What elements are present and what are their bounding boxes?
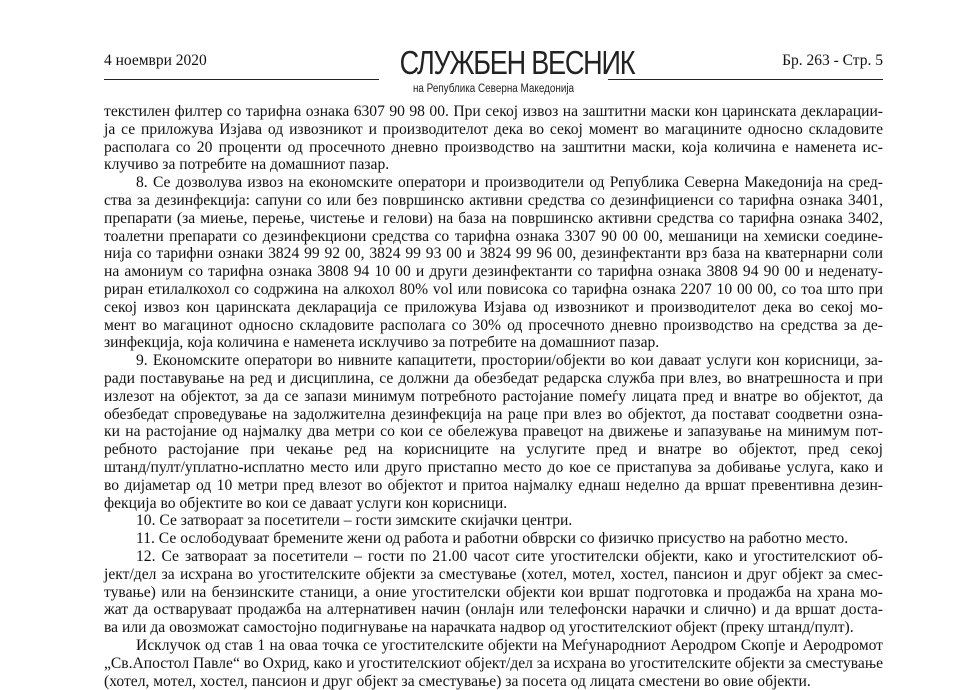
text-line: тување) или на бензинските станици, а оние угостителски објекти кои вршат подготовка и продажба на храна мо- [104,584,883,602]
text-line: Исклучок од став 1 на оваа точка се угостителските објекти на Меѓународниот Аеродром Скопје и Аеродромот [104,637,883,655]
text-line: жат да остваруваат продажба на алтернативен начин (онлајн или телефонски нарачки и слично) и да вршат доста- [104,601,883,619]
text-line: ства за дезинфекција: сапуни со или без површинско активни средства со дезинфициенси со тарифна ознака 3401, [104,192,883,210]
text-line: ва или да овозможат самостојно подигнување на нарачката надвор од угостителскиот објект (преку штанд/пулт). [104,619,883,637]
text-line: ребното растојание при чекање ред на корисниците на услугите пред и внатре во објектот, пред секој [104,441,883,459]
text-line: штанд/пулт/уплатно-исплатно место или друго пристапно место до кое се пристапува за добивање услуга, како и [104,459,883,477]
text-line: располага со 20 проценти од просечното дневно производство на заштитни маски, која количина е наменета ис- [104,139,883,157]
text-line: 10. Се затвораат за посетители – гости зимските скијачки центри. [104,512,883,530]
document-body [104,103,883,690]
text-line: 11. Се ослободуваат бремените жени од работа и работни обврски со физичко присуство на работно место. [104,530,883,548]
text-line: во дијаметар од 10 метри пред влезот во објектот и притоа најмалку еднаш неделно да вршат превентивна дезин- [104,477,883,495]
text-line: „Св.Апостол Павле“ во Охрид, како и угостителскиот објект/дел за исхрана во угостителските објекти за сместување [104,655,883,673]
text-line: риран етилалкохол со содржина на алкохол 80% vol или повисока со тарифна ознака 2207 10 00 00, со тоа што при [104,281,883,299]
issue-page-number: Бр. 263 - Стр. 5 [782,52,883,70]
issue-date: 4 ноември 2020 [104,52,207,70]
text-line: на амониум со тарифна ознака 3808 94 10 00 и други дезинфектанти со тарифна ознака 3808 94 90 00 и неденату- [104,263,883,281]
text-line: обезбедат спроведување на задолжителна дезинфекција на раце при влез во објектот, да постават соодветни озна- [104,406,883,424]
header-rule-right [608,79,883,80]
text-line: фекција во објектите во кои се даваат услуги кон корисници. [104,495,883,513]
text-line: ја се приложува Изјава од извозникот и производителот дека во секој момент во магацините односно складовите [104,121,883,139]
masthead-subtitle: на Република Северна Македонија [395,83,592,95]
text-line: препарати (за миење, перење, чистење и гелови) на база на површинско активни средства со тарифна ознака 3402, [104,210,883,228]
text-line: тоалетни препарати со дезинфекциони средства со тарифна ознака 3307 90 00 00, мешаници на хемиски соедине- [104,228,883,246]
text-line: клучиво за потребите на домашниот пазар. [104,156,883,174]
text-line: мент во магацинот односно складовите располага со 30% од просечното дневно производство на средства за де- [104,317,883,335]
text-line: секој извоз кон царинската декларација се приложува Изјава од извозникот и производителот дека во секој мо- [104,299,883,317]
text-line: излезот на објектот, за да се запази минимум потребното растојание помеѓу лицата пред и внатре во објектот, да [104,388,883,406]
header-rule-left [104,79,379,80]
text-line: 8. Се дозволува извоз на економските оператори и производители од Република Северна Македонија на сред- [104,174,883,192]
text-line: зинфекција, која количина е наменета исклучиво за потребите на домашниот пазар. [104,334,883,352]
text-line: текстилен филтер со тарифна ознака 6307 90 98 00. При секој извоз на заштитни маски кон царинската декларации- [104,103,883,121]
text-line: ради поставување на ред и дисциплина, се должни да обезбедат редарска служба при влез, во внатрешноста и при [104,370,883,388]
text-line: нија со тарифни ознаки 3824 99 92 00, 3824 99 93 00 и 3824 99 96 00, дезинфектанти врз база на кватернарни соли [104,245,883,263]
text-line: 9. Економските оператори во нивните капацитети, простории/објекти во кои даваат услуги кон корисници, за- [104,352,883,370]
text-line: 12. Се затвораат за посетители – гости по 21.00 часот сите угостителски објекти, како и угостителскиот об- [104,548,883,566]
text-line: (хотел, мотел, хостел, пансион и друг објект за сместување) за посета од лицата сместени во овие објекти. [104,673,883,690]
text-line: ки на растојание од најмалку два метри со кои се обележува правецот на движење и запазување на минимум пот- [104,423,883,441]
text-line: јект/дел за исхрана во угостителските објекти за сместување (хотел, мотел, хостел, пансион и друг објект за смес- [104,566,883,584]
masthead-title: СЛУЖБЕН ВЕСНИК [400,44,588,82]
